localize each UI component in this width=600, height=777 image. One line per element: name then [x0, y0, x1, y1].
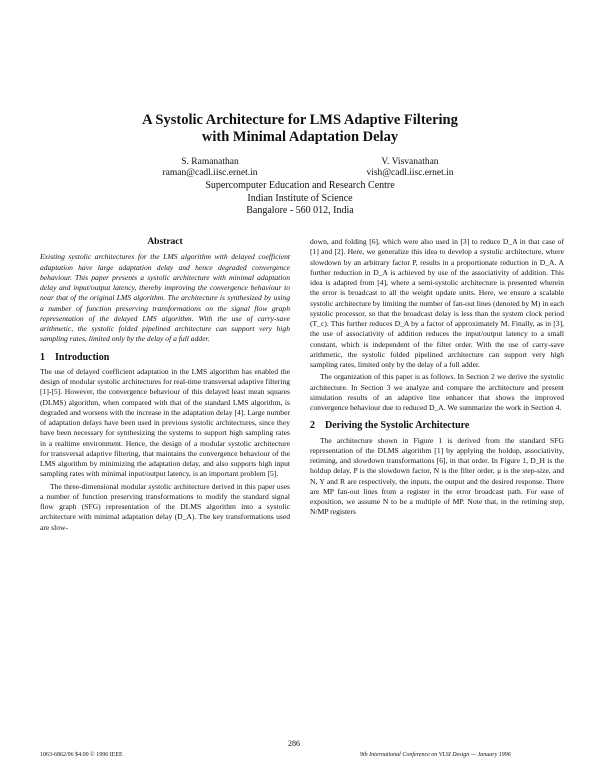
affiliation-line: Bangalore - 560 012, India — [246, 205, 354, 216]
affiliation-line: Indian Institute of Science — [247, 192, 353, 204]
section-1-heading — [40, 353, 290, 363]
title-line-1: A Systolic Architecture for LMS Adaptive Filtering — [142, 112, 458, 128]
abstract-heading: Abstract — [147, 237, 183, 247]
author-email: raman@cadl.iisc.ernet.in — [162, 168, 258, 178]
paragraph: The three-dimensional modular systolic architecture derived in this paper uses a number of function preserving transformations to modify the standard signal flow graph (SFG) representation of the DLMS algorithm into a systolic architecture with minimal adaptation delay (D_A). The key transformations used are slow- — [40, 481, 290, 532]
affiliation-line: Supercomputer Education and Research Centre — [205, 180, 395, 191]
author-email: vish@cadl.iisc.ernet.in — [366, 168, 454, 178]
section-number: 2 — [310, 420, 315, 432]
left-column — [40, 237, 290, 533]
paragraph: down, and folding [6], which were also used in [3] to reduce D_A in that case of [1] and [2]. Here, we generalize this idea to develop a systolic architecture, where slowdown by an arbitrary factor P, results in a proportionate reduction in D_A. A further reduction in D_A is achieved by use of the associativity of addition. This idea is adapted from [4], where a semi-systolic architecture is presented wherein the error is broadcast to all the weight update units. Here, we ensure a scalable systolic architecture by limiting the number of fan-out lines (denoted by M) in each systolic processor, so that the broadcast delay is less than the system clock period (T_c). This further reduces D_A by a factor of approximately M. Finally, as in [3], the use of associativity of addition reduces the input/output latency to a small constant, which is independent of the filter order. With the use of carry-save arithmetic, the systolic folded pipelined architecture can support very high sampling rates, limited only by the delay of a full adder. — [310, 237, 564, 369]
author-block-1 — [140, 157, 280, 179]
conference-footer: 9th International Conference on VLSI Design — January 1996 — [360, 752, 511, 758]
section-title: Introduction — [55, 351, 110, 363]
affiliation — [150, 180, 450, 218]
right-column — [310, 237, 564, 518]
paragraph: The architecture shown in Figure 1 is derived from the standard SFG representation of the DLMS algorithm [1] by applying the holdup, associativity, retiming, and slowdown transformations [6], in that order. In Figure 1, D_H is the holdup delay, P is the slowdown factor, N is the filter order, μ is the step-size, and N, Y and R are respectively, the inputs, the output and the desired response. There are MP fan-out lines from a register in the error broadcast path. For ease of exposition, we assume N to be a multiple of MP. Note that, in the retiming step, N/MP registers — [310, 435, 564, 517]
author-name: V. Visvanathan — [381, 157, 439, 167]
section-number: 1 — [40, 351, 45, 363]
paragraph: The use of delayed coefficient adaptation in the LMS algorithm has enabled the design of modular systolic architectures for real-time transversal adaptive filtering [1]-[5]. However, the convergence behaviour of this delayed least mean squares (DLMS) algorithm, when compared with that of the standard LMS algorithm, is degraded and worsens with the increase in the adaptation delay [4]. Large number of adaptation delays have been used in previous systolic architectures, since they have been necessary for synthesizing the systems to support high sampling rates in a realtime environment. Hence, the design of a modular systolic architecture for transversal adaptive filtering, that maintains the convergence behaviour of the LMS algorithm by minimizing the adaptation delay, and also supports high input sampling rates with minimal input/output latency, is an important problem [5]. — [40, 366, 290, 479]
section-2-heading — [310, 421, 564, 431]
copyright-footer: 1063-6862/96 $4.00 © 1996 IEEE — [40, 752, 123, 758]
paper-title — [60, 112, 540, 146]
paragraph: The organization of this paper is as follows. In Section 2 we derive the systolic architecture. In Section 3 we analyze and compare the architecture and present simulation results of an adaptive line enhancer that shows the improved convergence behaviour due to reduced D_A. We summarize the work in Section 4. — [310, 372, 564, 412]
author-name: S. Ramanathan — [181, 157, 239, 167]
author-block-2 — [340, 157, 480, 179]
title-line-2: with Minimal Adaptation Delay — [201, 129, 399, 145]
abstract-text: Existing systolic architectures for the LMS algorithm with delayed coefficient adaptation have large adaptation delay and hence degraded convergence behaviour. This paper presents a systolic architecture with minimal adaptation delay and input/output latency, thereby improving the convergence behaviour to near that of the original LMS algorithm. The architecture is synthesized by using a number of function preserving transformations on the signal flow graph representation of the delayed LMS algorithm. With the use of carry-save arithmetic, the systolic folded pipelined architecture can support very high sampling rates, limited only by the delay of a full adder. — [40, 252, 290, 344]
section-title: Deriving the Systolic Architecture — [325, 420, 470, 432]
page-number: 286 — [288, 739, 300, 748]
